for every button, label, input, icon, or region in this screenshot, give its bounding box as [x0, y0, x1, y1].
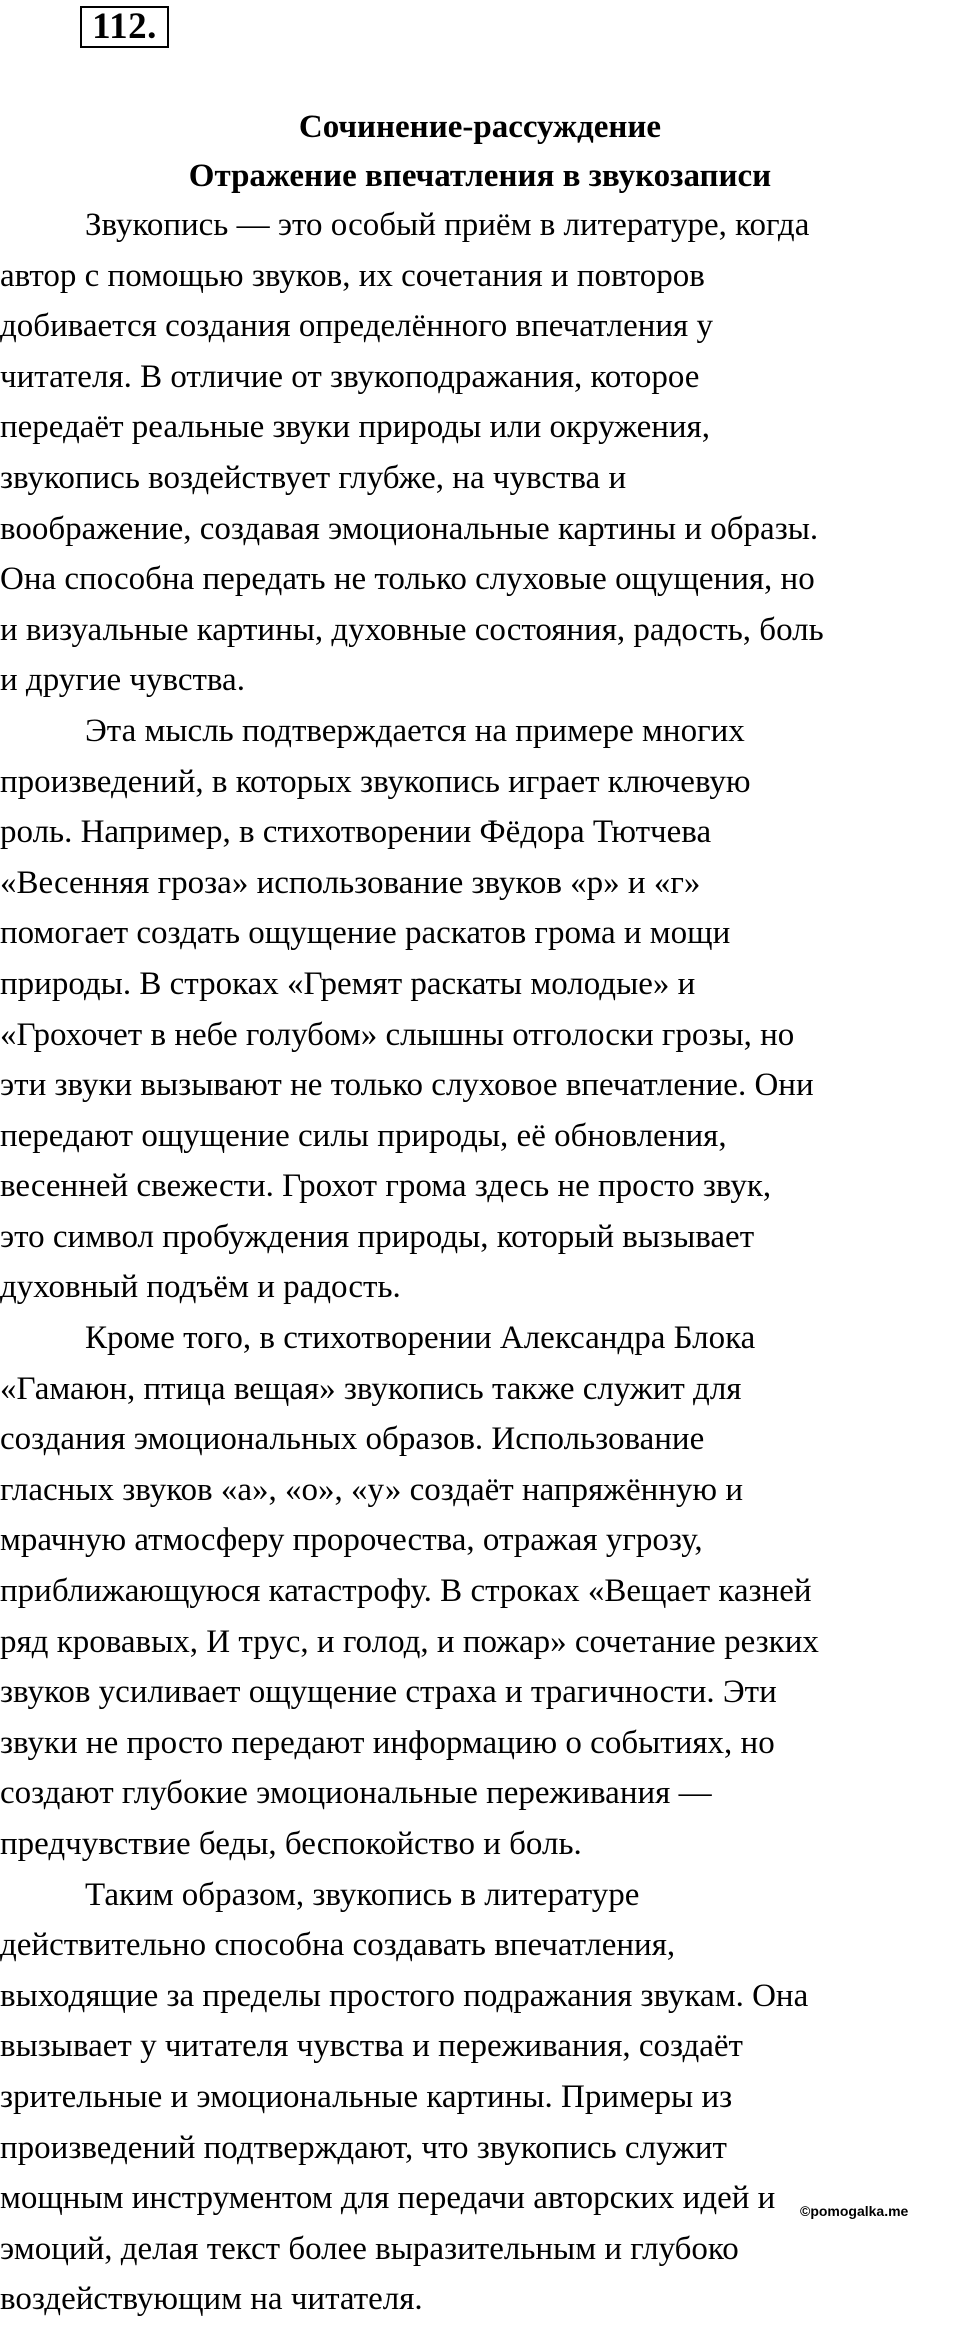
watermark: ©pomogalka.me — [800, 2203, 909, 2219]
text-line: «Грохочет в небе голубом» слышны отголоски грозы, но — [0, 1016, 795, 1053]
text-line: создания эмоциональных образов. Использование — [0, 1421, 705, 1458]
text-line: эмоций, делая текст более выразительным и глубоко — [0, 2230, 739, 2267]
text-line: вызывает у читателя чувства и переживания, создаёт — [0, 2028, 743, 2065]
text-line: зрительные и эмоциональные картины. Примеры из — [0, 2078, 733, 2115]
text-line: природы. В строках «Гремят раскаты молодые» и — [0, 965, 696, 1002]
text-line: Звукопись — это особый приём в литературе, когда — [85, 207, 810, 243]
text-line: «Весенняя гроза» использование звуков «р» и «г» — [0, 864, 701, 901]
text-line: помогает создать ощущение раскатов грома и мощи — [0, 915, 731, 952]
text-line: роль. Например, в стихотворении Фёдора Тютчева — [0, 814, 712, 851]
text-line: «Гамаюн, птица вещая» звукопись также служит для — [0, 1370, 742, 1407]
text-line: добивается создания определённого впечатления у — [0, 308, 713, 345]
essay-body — [0, 200, 958, 2325]
essay-headings — [0, 103, 960, 201]
task-number: 112. — [92, 6, 157, 47]
text-line: мрачную атмосферу пророчества, отражая угрозу, — [0, 1522, 703, 1559]
essay-subtitle: Отражение впечатления в звукозаписи — [188, 158, 772, 194]
text-line: это символ пробуждения природы, который вызывает — [0, 1218, 755, 1255]
text-line: предчувствие беды, беспокойство и боль. — [0, 1826, 582, 1862]
text-line: воздействующим на читателя. — [0, 2281, 423, 2318]
text-line: произведений, в которых звукопись играет ключевую — [0, 763, 751, 800]
text-line: создают глубокие эмоциональные переживания — — [0, 1775, 712, 1812]
text-line: передают ощущение силы природы, её обновления, — [0, 1117, 727, 1154]
text-line: мощным инструментом для передачи авторских идей и — [0, 2180, 776, 2217]
text-line: Кроме того, в стихотворении Александра Блока — [85, 1320, 756, 1357]
text-line: духовный подъём и радость. — [0, 1269, 401, 1306]
text-line: Эта мысль подтверждается на примере многих — [85, 712, 745, 749]
text-line: приближающуюся катастрофу. В строках «Вещает казней — [0, 1573, 812, 1610]
task-number-box — [80, 6, 169, 48]
text-line: гласных звуков «а», «о», «у» создаёт напряжённую и — [0, 1471, 743, 1508]
text-line: звукопись воздействует глубже, на чувства и — [0, 459, 627, 496]
text-line: весенней свежести. Грохот грома здесь не просто звук, — [0, 1168, 772, 1205]
text-line: выходящие за пределы простого подражания звукам. Она — [0, 1977, 809, 2014]
text-line: автор с помощью звуков, их сочетания и повторов — [0, 257, 705, 294]
text-line: звуки не просто передают информацию о событиях, но — [0, 1724, 775, 1761]
text-line: Она способна передать не только слуховые ощущения, но — [0, 561, 815, 598]
text-line: и другие чувства. — [0, 662, 245, 699]
text-line: звуков усиливает ощущение страха и трагичности. Эти — [0, 1674, 777, 1711]
text-line: произведений подтверждают, что звукопись служит — [0, 2129, 727, 2166]
text-line: воображение, создавая эмоциональные картины и образы. — [0, 510, 819, 547]
text-line: передаёт реальные звуки природы или окружения, — [0, 409, 710, 446]
text-line: ряд кровавых, И трус, и голод, и пожар» сочетание резких — [0, 1623, 819, 1660]
text-line: и визуальные картины, духовные состояния, радость, боль — [0, 611, 824, 648]
text-line: Таким образом, звукопись в литературе — [85, 1876, 640, 1913]
text-line: читателя. В отличие от звукоподражания, которое — [0, 358, 700, 395]
essay-title: Сочинение-рассуждение — [298, 109, 662, 145]
text-line: действительно способна создавать впечатления, — [0, 1927, 676, 1964]
text-line: эти звуки вызывают не только слуховое впечатление. Они — [0, 1067, 814, 1104]
